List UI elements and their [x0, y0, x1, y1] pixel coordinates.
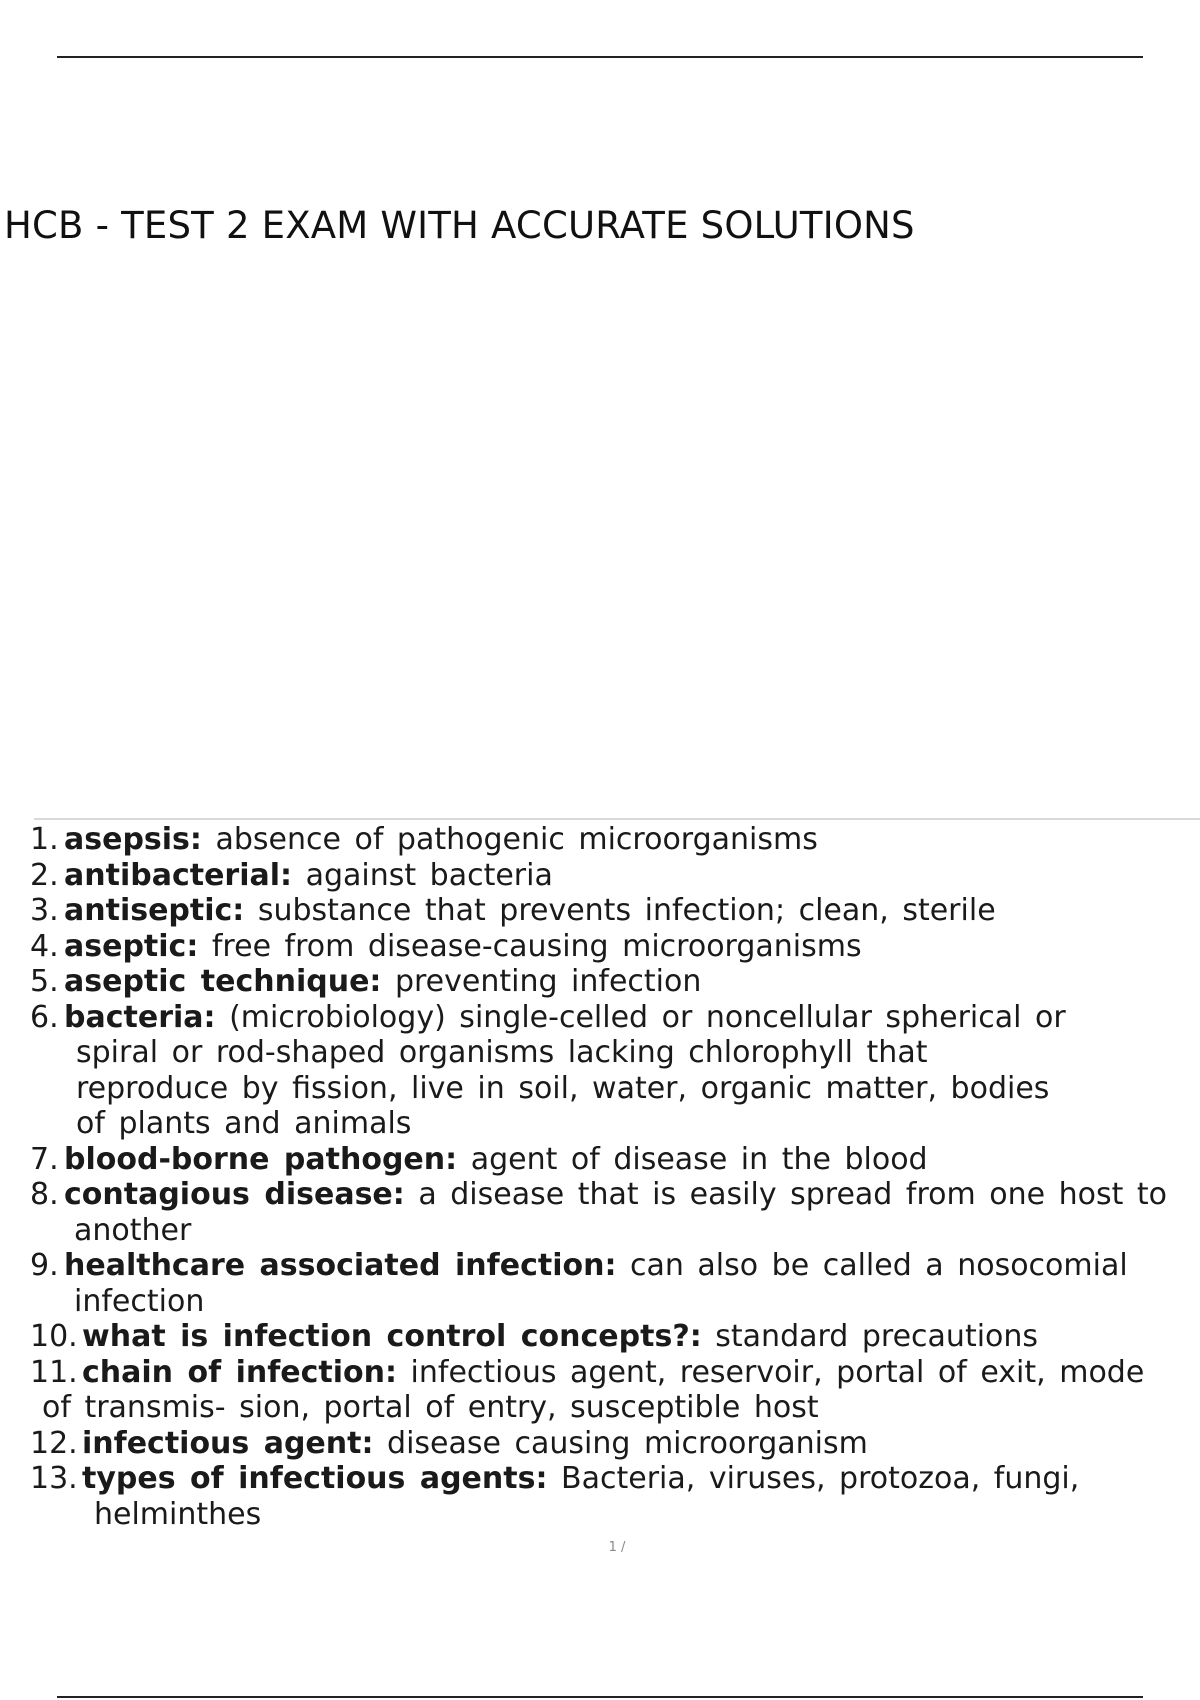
term-definition: disease causing microorganism [387, 1425, 868, 1461]
item-number: 7. [30, 1141, 59, 1177]
term-name: chain of infection: [82, 1354, 397, 1390]
term-name: aseptic: [64, 928, 199, 964]
item-number: 12. [30, 1425, 78, 1461]
bottom-rule [57, 1696, 1143, 1698]
list-item [30, 929, 1200, 965]
term-name: aseptic technique: [64, 964, 382, 999]
item-number: 5. [30, 964, 59, 999]
item-number: 13. [30, 1461, 78, 1496]
list-item [30, 1000, 1200, 1142]
item-number: 3. [30, 893, 59, 928]
page-number: 1 / [608, 1540, 626, 1555]
term-name: healthcare associated infection: [64, 1248, 617, 1283]
term-definition-continued: reproduce by fission, live in soil, water, organic matter, bodies [76, 1070, 1050, 1106]
list-item [30, 964, 1200, 1000]
list-item [30, 1142, 1200, 1178]
item-number: 10. [30, 1319, 78, 1354]
term-name: antibacterial: [64, 857, 293, 893]
term-definition: agent of disease in the blood [470, 1141, 928, 1177]
item-number: 8. [30, 1177, 59, 1212]
term-definition: preventing infection [394, 964, 702, 999]
term-name: bacteria: [64, 999, 216, 1035]
list-item [30, 1426, 1200, 1462]
top-rule [57, 56, 1143, 58]
term-name: asepsis: [64, 822, 202, 857]
item-number: 2. [30, 857, 59, 893]
document-title: HCB - TEST 2 EXAM WITH ACCURATE SOLUTIONS [4, 203, 915, 247]
term-definition: free from disease-causing microorganisms [211, 928, 862, 964]
term-list [30, 822, 1200, 1532]
item-number: 4. [30, 928, 59, 964]
list-item [30, 858, 1200, 894]
term-definition: a disease that is easily spread from one host to [418, 1177, 1168, 1212]
term-definition-continued: of plants and animals [76, 1106, 412, 1141]
term-definition: standard precautions [715, 1319, 1039, 1354]
term-definition: (microbiology) single-celled or noncellular spherical or [229, 999, 1066, 1035]
term-name: infectious agent: [82, 1425, 374, 1461]
term-definition-continued: of transmis- sion, portal of entry, susceptible host [42, 1390, 819, 1425]
term-name: blood-borne pathogen: [64, 1141, 458, 1177]
list-item [30, 822, 1200, 858]
term-definition: against bacteria [305, 857, 553, 893]
list-item [30, 1461, 1200, 1532]
item-number: 11. [30, 1354, 78, 1390]
list-item [30, 893, 1200, 929]
term-definition-continued: another [74, 1212, 192, 1248]
item-number: 1. [30, 822, 59, 857]
term-definition: Bacteria, viruses, protozoa, fungi, [561, 1461, 1080, 1496]
term-definition: substance that prevents infection; clean, sterile [257, 893, 996, 928]
term-name: types of infectious agents: [82, 1461, 548, 1496]
term-definition-continued: helminthes [94, 1496, 262, 1532]
term-name: what is infection control concepts?: [82, 1319, 702, 1354]
list-item [30, 1177, 1200, 1248]
section-divider [34, 818, 1200, 820]
term-name: antiseptic: [64, 893, 245, 928]
term-definition: absence of pathogenic microorganisms [215, 822, 818, 857]
list-item [30, 1248, 1200, 1319]
term-definition-continued: spiral or rod-shaped organisms lacking chlorophyll that [76, 1035, 928, 1070]
item-number: 9. [30, 1248, 59, 1283]
term-definition: infectious agent, reservoir, portal of exit, mode [410, 1354, 1145, 1390]
term-definition: can also be called a nosocomial [630, 1248, 1128, 1283]
list-item [30, 1319, 1200, 1355]
list-item [30, 1355, 1200, 1426]
term-name: contagious disease: [64, 1177, 405, 1212]
term-definition-continued: infection [74, 1283, 205, 1319]
item-number: 6. [30, 999, 59, 1035]
